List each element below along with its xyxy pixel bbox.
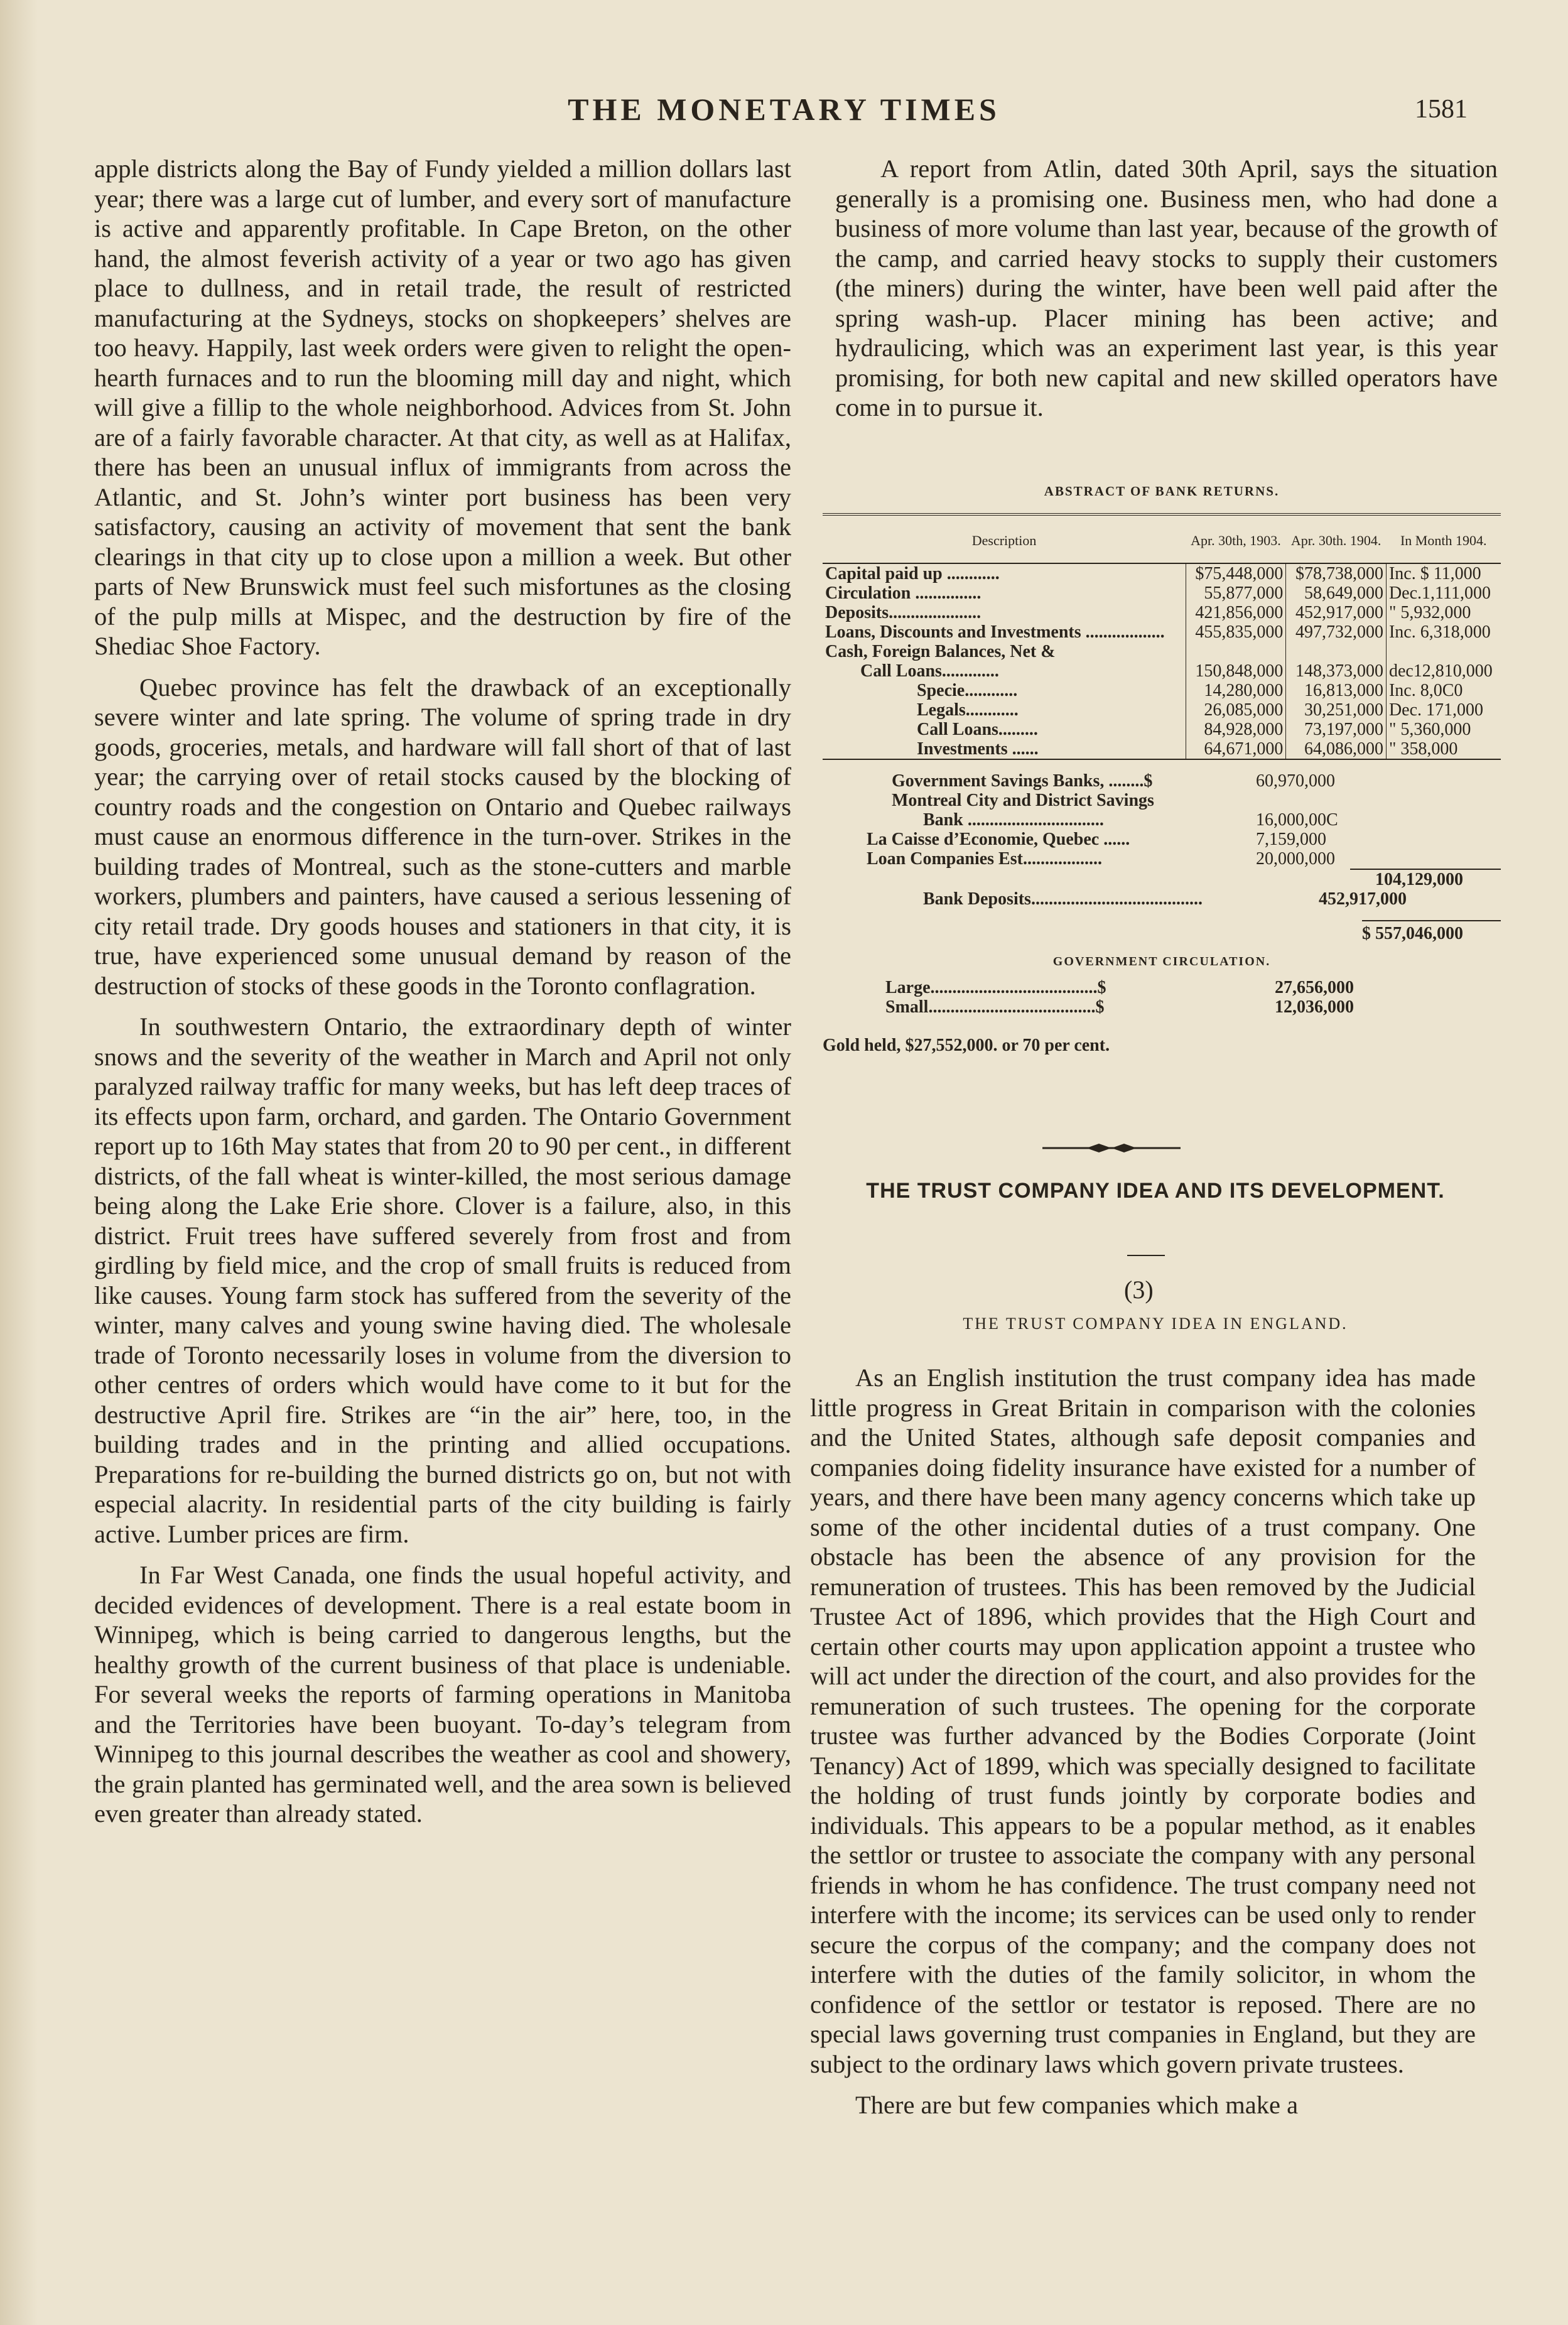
paragraph-maritime: apple districts along the Bay of Fundy yielded a million dollars last year; there was a large cut of lumber, and every sort of manufacture is active and apparently profitable. In Cape Breton, on the other hand, the almost feverish activity of a year or two ago has given place to dullness, and in retail trade, the result of restricted manufacturing at the Sydneys, stocks on shopkeepers’ shelves are too heavy. Happily, last week orders were given to relight the open-hearth furnaces and to run the blooming mill day and night, which will give a fillip to the whole neighborhood. Advices from St. John are of a fairly favorable character. At that city, as well as at Halifax, there has been an unusual influx of immigrants from across the Atlantic, and St. John’s winter port business has been very satisfactory, causing an activity of movement that sent the bank clearings in that city up to close upon a million a week. But other parts of New Brunswick must feel such misfortunes as the closing of the pulp mills at Mispec, and the destruction by fire of the Shediac Shoe Factory. [94, 154, 791, 660]
row-1904: 497,732,000 [1286, 622, 1387, 642]
row-change: Inc. 6,318,000 [1386, 622, 1501, 642]
row-1904: 58,649,000 [1286, 583, 1387, 603]
savings-list [823, 771, 1501, 1055]
gold-held-line: Gold held, $27,552,000. or 70 per cent. [823, 1036, 1110, 1055]
row-1903: $75,448,000 [1186, 563, 1286, 583]
circulation-label: Large......................................$ [885, 978, 1106, 997]
table-row [823, 603, 1501, 622]
row-change: Inc. 8,0C0 [1386, 681, 1501, 700]
ornament-divider-icon [1042, 1142, 1181, 1154]
title-rule [1127, 1255, 1165, 1256]
row-desc: Call Loans......... [917, 720, 1038, 739]
page-edge-shading [0, 0, 38, 2325]
article-title: THE TRUST COMPANY IDEA AND ITS DEVELOPMENT. [866, 1179, 1445, 1203]
row-desc: Call Loans............. [860, 661, 999, 681]
col-header-month: In Month 1904. [1386, 519, 1501, 563]
grand-total-row [823, 920, 1501, 943]
savings-label: La Caisse d’Economie, Quebec ...... [867, 830, 1130, 849]
article-body [810, 1363, 1476, 2132]
left-column [94, 154, 791, 1840]
row-1904: 64,086,000 [1286, 739, 1387, 759]
table-row [823, 739, 1501, 759]
savings-value: 60,970,000 [1256, 771, 1335, 791]
row-desc: Cash, Foreign Balances, Net & [825, 642, 1056, 661]
row-desc: Specie............ [917, 681, 1018, 700]
double-rule [823, 513, 1501, 519]
list-item [823, 849, 1501, 869]
list-item [823, 810, 1501, 830]
row-1904: 16,813,000 [1286, 681, 1387, 700]
row-1903: 14,280,000 [1186, 681, 1286, 700]
row-desc: Capital paid up ............ [825, 564, 1000, 583]
circulation-value: 27,656,000 [1275, 978, 1354, 997]
savings-value: 20,000,000 [1256, 849, 1335, 869]
row-1904: 30,251,000 [1286, 700, 1387, 720]
bank-returns-block [823, 484, 1501, 1055]
list-item [823, 997, 1501, 1017]
table-row [823, 642, 1501, 661]
row-change: " 5,360,000 [1386, 720, 1501, 739]
col-header-description: Description [823, 519, 1186, 563]
table-row [823, 622, 1501, 642]
table-row [823, 681, 1501, 700]
row-change: Inc. $ 11,000 [1386, 563, 1501, 583]
row-desc: Investments ...... [823, 739, 1186, 759]
article-subtitle: THE TRUST COMPANY IDEA IN ENGLAND. [963, 1314, 1348, 1333]
table-row [823, 700, 1501, 720]
row-change: dec12,810,000 [1386, 661, 1501, 681]
table-row [823, 720, 1501, 739]
table-row [823, 563, 1501, 583]
row-desc: Deposits..................... [825, 603, 981, 622]
masthead-title: THE MONETARY TIMES [568, 92, 1000, 127]
row-change: " 358,000 [1386, 739, 1501, 759]
row-desc: Circulation ............... [825, 583, 981, 603]
paragraph-far-west: In Far West Canada, one finds the usual hopeful activity, and decided evidences of development. There is a real estate boom in Winnipeg, which is being carried to dangerous lengths, but the healthy growth of the current business of that place is undeniable. For several weeks the reports of farming operations in Manitoba and the Territories have been buoyant. To-day’s telegram from Winnipeg to this journal describes the weather as cool and showery, the grain planted has germinated well, and the area sown is believed even greater than already stated. [94, 1561, 791, 1828]
row-1903 [1186, 642, 1286, 661]
circulation-title: GOVERNMENT CIRCULATION. [1052, 955, 1271, 968]
article-paragraph: There are but few companies which make a [855, 2091, 1299, 2119]
list-item [823, 771, 1501, 791]
row-1903: 421,856,000 [1186, 603, 1286, 622]
row-1904: 452,917,000 [1286, 603, 1387, 622]
savings-total: 104,129,000 [1350, 869, 1501, 889]
savings-label: Bank ............................... [923, 810, 1104, 830]
part-number: (3) [1124, 1276, 1154, 1304]
row-change [1386, 642, 1501, 661]
abstract-title: ABSTRACT OF BANK RETURNS. [1044, 484, 1280, 499]
list-item [823, 791, 1501, 810]
table-row [823, 583, 1501, 603]
savings-total-row [823, 869, 1501, 889]
col-header-1903: Apr. 30th, 1903. [1186, 519, 1286, 563]
savings-value: 7,159,000 [1256, 830, 1326, 849]
row-1903: 64,671,000 [1186, 739, 1286, 759]
row-1903: 26,085,000 [1186, 700, 1286, 720]
row-change: Dec.1,111,000 [1386, 583, 1501, 603]
table-row [823, 661, 1501, 681]
savings-label: Loan Companies Est.................. [867, 849, 1102, 869]
row-1903: 84,928,000 [1186, 720, 1286, 739]
row-1904: 148,373,000 [1286, 661, 1387, 681]
bank-returns-table [823, 519, 1501, 760]
list-item [823, 978, 1501, 997]
bank-deposits-label: Bank Deposits....................................... [923, 889, 1203, 909]
row-desc: Legals............ [917, 700, 1019, 720]
circulation-value: 12,036,000 [1275, 997, 1354, 1017]
row-1903: 55,877,000 [1186, 583, 1286, 603]
paragraph-quebec: Quebec province has felt the drawback of an exceptionally severe winter and late spring. The volume of spring trade in dry goods, groceries, metals, and hardware will fall short of that of last year; the carrying over of retail stocks caused by the blocking of country roads and the congestion on Ontario and Quebec railways must cause an enormous difference in the turn-over. Strikes in the building trades of Montreal, such as the stone-cutters and marble workers, plumbers and painters, have caused a serious lessening of city retail trade. Dry goods houses and stationers in that city, it is true, have experienced some unusual demand by reason of the destruction of stocks of these goods in the Toronto conflagration. [94, 673, 791, 1000]
row-1904: 73,197,000 [1286, 720, 1387, 739]
table-header-row [823, 519, 1501, 563]
grand-total: $ 557,046,000 [1362, 920, 1501, 943]
savings-label: Government Savings Banks, ........$ [892, 771, 1153, 791]
bank-deposits-value: 452,917,000 [1319, 889, 1407, 909]
paragraph-ontario: In southwestern Ontario, the extraordinary depth of winter snows and the severity of the weather in March and April not only paralyzed railway traffic for many weeks, but has left deep traces of its effects upon farm, orchard, and garden. The Ontario Government report up to 16th May states that from 20 to 90 per cent., in different districts, of the fall wheat is winter-killed, the most serious damage being along the Lake Erie shore. Clover is a failure, also, in this district. Fruit trees have suffered severely from frost and from girdling by field mice, and the crop of small fruits is reduced from like causes. Young farm stock has suffered from the severity of the winter, many calves and young swine having died. The wholesale trade of Toronto necessarily loses in volume from the diversion to other centres of orders which would have come to it but for the destructive April fire. Strikes are “in the air” here, too, in the building trades and in the printing and allied occupations. Preparations for re-building the burned districts go on, but not with especial alacrity. In residential parts of the city building is fairly active. Lumber prices are firm. [94, 1012, 791, 1548]
col-header-1904: Apr. 30th. 1904. [1286, 519, 1387, 563]
row-change: Dec. 171,000 [1386, 700, 1501, 720]
row-1903: 455,835,000 [1186, 622, 1286, 642]
row-change: " 5,932,000 [1386, 603, 1501, 622]
savings-value: 16,000,00C [1256, 810, 1338, 830]
row-1904 [1286, 642, 1387, 661]
article-paragraph: As an English institution the trust company idea has made little progress in Great Britain in comparison with the colonies and the United States, although safe deposit companies and companies doing fidelity insurance have existed for a number of years, and there have been many agency concerns which take up some of the other incidental duties of a trust company. One obstacle has been the absence of any provision for the remuneration of trustees. This has been removed by the Judicial Trustee Act of 1896, which provides that the High Court and certain other courts may upon application appoint a trustee who will act under the direction of the court, and also provides for the remuneration of such trustees. The opening for the corporate trustee was further advanced by the Bodies Corporate (Joint Tenancy) Act of 1899, which was specially designed to facilitate the holding of trust funds jointly by corporate bodies and individuals. This appears to be a popular method, as it enables the settlor or trustee to associate the company with any personal friends in whom he has confidence. The trust company need not interfere with the income; its services can be used only to render secure the corpus of the company; and the company does not interfere with the duties of the family solicitor, in whom the confidence of the settlor or testator is reposed. There are no special laws governing trust companies in England, but they are subject to the ordinary laws which govern private trustees. [810, 1363, 1476, 2078]
list-item [823, 830, 1501, 849]
row-desc: Loans, Discounts and Investments .................. [825, 622, 1165, 642]
row-1903: 150,848,000 [1186, 661, 1286, 681]
page-number: 1581 [1415, 95, 1468, 124]
paragraph-atlin: A report from Atlin, dated 30th April, says the situation generally is a promising one. Business men, who had done a business of more volume than last year, because of the growth of the camp, and carried heavy stocks to supply their customers (the miners) during the winter, have been well paid after the spring wash-up. Placer mining has been active; and hydraulicing, which was an experiment last year, is this year promising, for both new capital and new skilled operators have come in to pursue it. [835, 154, 1498, 421]
right-column-intro [835, 154, 1498, 434]
savings-value [1256, 791, 1407, 810]
bank-deposits-row [823, 889, 1501, 909]
circulation-label: Small......................................$ [885, 997, 1105, 1017]
row-1904: $78,738,000 [1286, 563, 1387, 583]
savings-label: Montreal City and District Savings [892, 791, 1154, 810]
